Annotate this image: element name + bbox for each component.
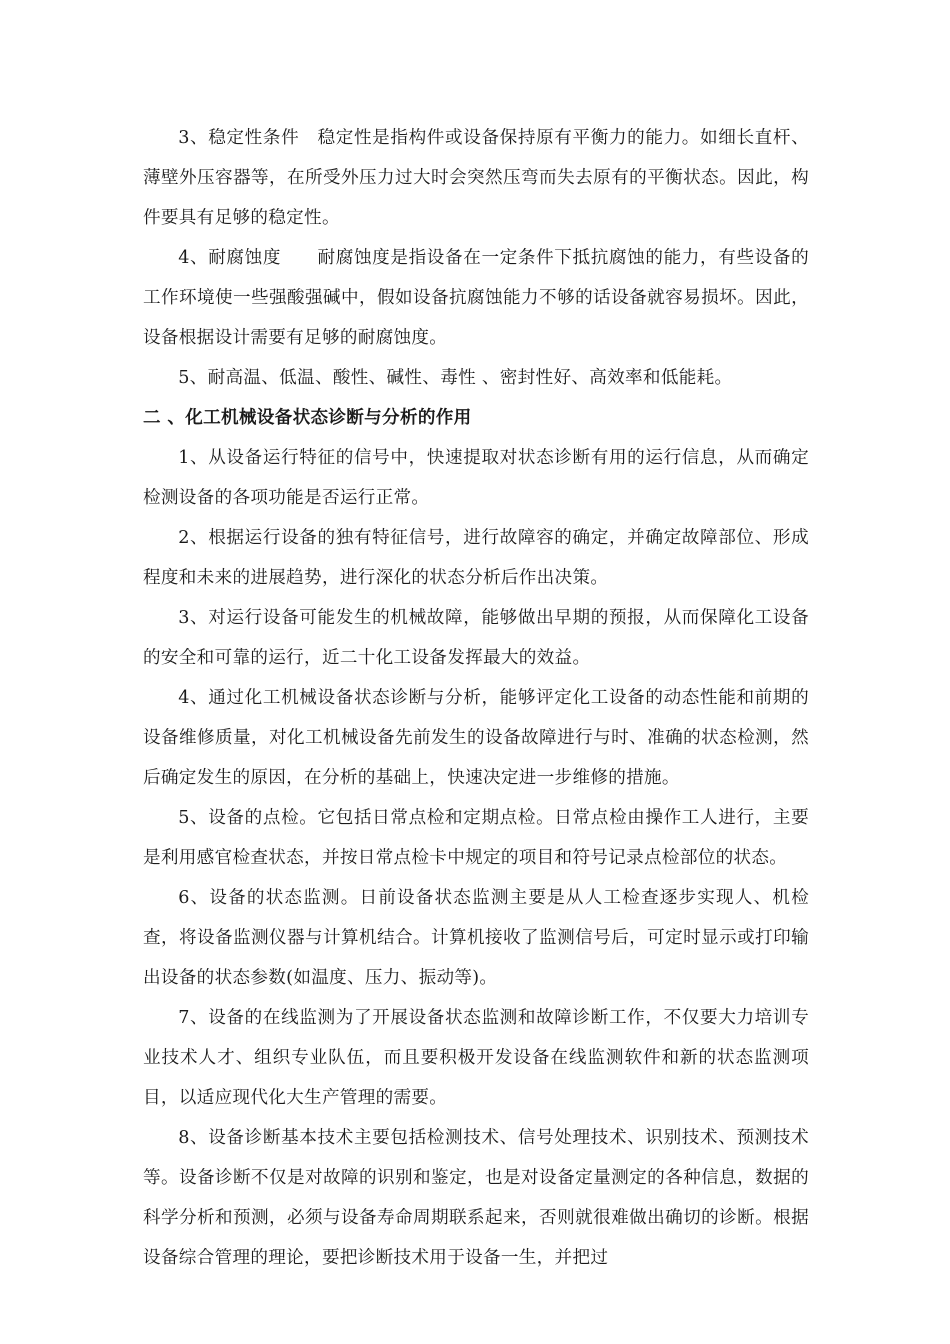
paragraph-item-3: 3、对运行设备可能发生的机械故障，能够做出早期的预报，从而保障化工设备的安全和可靠的运行，近二十化工设备发挥最大的效益。 [143, 608, 809, 668]
paragraph-stability: 3、稳定性条件 稳定性是指构件或设备保持原有平衡力的能力。如细长直杆、薄壁外压容器等，在所受外压力过大时会突然压弯而失去原有的平衡状态。因此，构件要具有足够的稳定性。 [143, 128, 809, 228]
section-heading: 二 、化工机械设备状态诊断与分析的作用 [143, 408, 472, 428]
paragraph-item-2: 2、根据运行设备的独有特征信号，进行故障容的确定，并确定故障部位、形成程度和未来的进展趋势，进行深化的状态分析后作出决策。 [143, 528, 809, 588]
document-body [143, 118, 809, 1278]
paragraph-item-4: 4、通过化工机械设备状态诊断与分析，能够评定化工设备的动态性能和前期的设备维修质量，对化工机械设备先前发生的设备故障进行与时、准确的状态检测，然后确定发生的原因，在分析的基础上，快速决定进一步维修的措施。 [143, 688, 809, 788]
paragraph-item-1: 1、从设备运行特征的信号中，快速提取对状态诊断有用的运行信息，从而确定检测设备的各项功能是否运行正常。 [143, 448, 809, 508]
paragraph-item-5: 5、设备的点检。它包括日常点检和定期点检。日常点检由操作工人进行，主要是利用感官检查状态，并按日常点检卡中规定的项目和符号记录点检部位的状态。 [143, 808, 809, 868]
paragraph-item-7: 7、设备的在线监测为了开展设备状态监测和故障诊断工作，不仅要大力培训专业技术人才、组织专业队伍，而且要积极开发设备在线监测软件和新的状态监测项目，以适应现代化大生产管理的需要。 [143, 1008, 809, 1108]
paragraph-item-6: 6、设备的状态监测。日前设备状态监测主要是从人工检查逐步实现人、机检查，将设备监测仪器与计算机结合。计算机接收了监测信号后，可定时显示或打印输出设备的状态参数(如温度、压力、振动等)。 [143, 888, 809, 988]
paragraph-item-8: 8、设备诊断基本技术主要包括检测技术、信号处理技术、识别技术、预测技术等。设备诊断不仅是对故障的识别和鉴定，也是对设备定量测定的各种信息，数据的科学分析和预测，必须与设备寿命周期联系起来，否则就很难做出确切的诊断。根据设备综合管理的理论，要把诊断技术用于设备一生，并把过 [143, 1128, 809, 1268]
paragraph-corrosion-resistance: 4、耐腐蚀度 耐腐蚀度是指设备在一定条件下抵抗腐蚀的能力，有些设备的工作环境使一些强酸强碱中，假如设备抗腐蚀能力不够的话设备就容易损坏。因此，设备根据设计需要有足够的耐腐蚀度。 [143, 248, 809, 348]
paragraph-other-requirements: 5、耐高温、低温、酸性、碱性、毒性 、密封性好、高效率和低能耗。 [178, 368, 733, 388]
